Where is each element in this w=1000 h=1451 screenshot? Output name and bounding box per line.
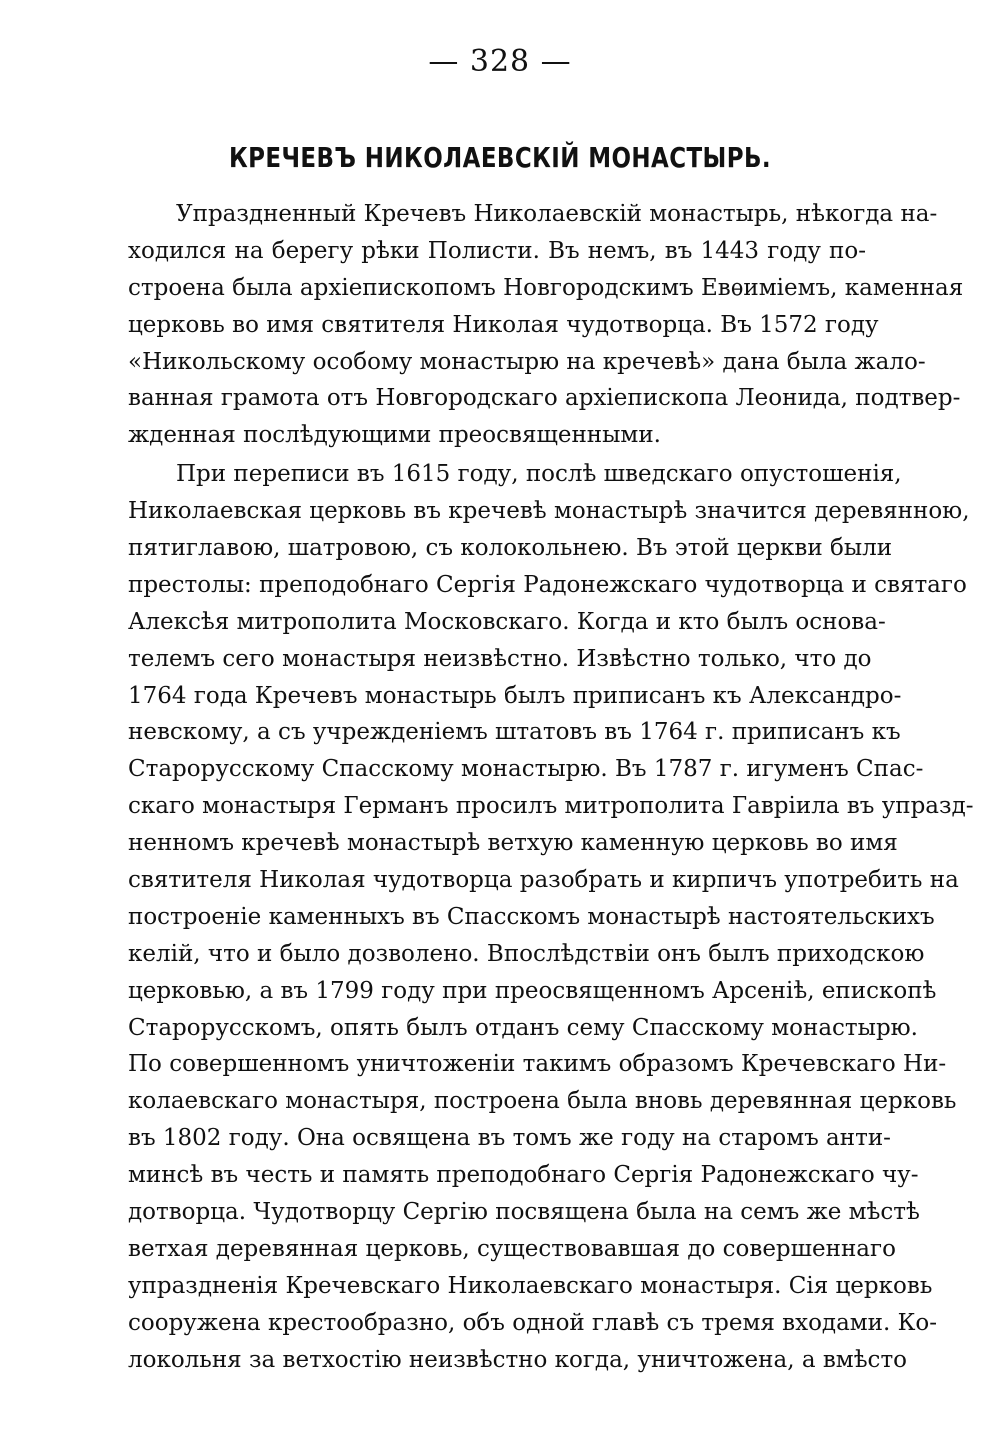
text-line: Старорусскомъ, опять былъ отданъ сему Спасскому монастырю. [128, 1014, 918, 1041]
text-line: дотворца. Чудотворцу Сергію посвящена была на семъ же мѣстѣ [128, 1199, 920, 1226]
text-line: пятиглавою, шатровою, съ колокольнею. Въ этой церкви были [128, 535, 893, 562]
page-number: — 328 — [428, 44, 572, 79]
text-line: Алексѣя митрополита Московскаго. Когда и кто былъ основа- [128, 608, 886, 635]
text-line: ходился на берегу рѣки Полисти. Въ немъ, въ 1443 году по- [128, 237, 866, 264]
text-line: «Никольскому особому монастырю на кречевѣ» дана была жало- [128, 348, 926, 375]
text-line: 1764 года Кречевъ монастырь былъ приписанъ къ Александро- [128, 682, 902, 709]
text-line: По совершенномъ уничтоженіи такимъ образомъ Кречевскаго Ни- [128, 1051, 947, 1078]
text-line: церковью, а въ 1799 году при преосвященномъ Арсеніѣ, епископѣ [128, 977, 937, 1004]
paragraph [128, 456, 974, 1378]
text-line: ветхая деревянная церковь, существовавшая до совершеннаго [128, 1235, 896, 1262]
text-body [128, 196, 974, 1381]
text-line: сооружена крестообразно, объ одной главѣ съ тремя входами. Ко- [128, 1309, 938, 1336]
text-line: келій, что и было дозволено. Впослѣдствіи онъ былъ приходскою [128, 940, 925, 967]
text-line: строена была архіепископомъ Новгородскимъ Евѳиміемъ, каменная [128, 274, 964, 301]
text-line: Старорусскому Спасскому монастырю. Въ 1787 г. игуменъ Спас- [128, 756, 924, 783]
text-line: скаго монастыря Германъ просилъ митрополита Гавріила въ упразд- [128, 793, 974, 820]
text-line: Николаевская церковь въ кречевѣ монастырѣ значится деревянною, [128, 498, 970, 525]
text-line: Упраздненный Кречевъ Николаевскій монастырь, нѣкогда на- [176, 201, 938, 227]
text-line: телемъ сего монастыря неизвѣстно. Извѣстно только, что до [128, 645, 872, 672]
text-line: построеніе каменныхъ въ Спасскомъ монастырѣ настоятельскихъ [128, 903, 935, 930]
paragraph [128, 196, 964, 454]
text-line: въ 1802 году. Она освящена въ томъ же году на старомъ анти- [128, 1125, 891, 1152]
text-line: упраздненія Кречевскаго Николаевскаго монастыря. Сія церковь [128, 1272, 933, 1299]
text-line: колаевскаго монастыря, построена была вновь деревянная церковь [128, 1088, 957, 1115]
text-line: святителя Николая чудотворца разобрать и кирпичъ употребить на [128, 867, 959, 894]
text-line: невскому, а съ учрежденіемъ штатовъ въ 1764 г. приписанъ къ [128, 719, 901, 746]
text-line: ванная грамота отъ Новгородскаго архіепископа Леонида, подтвер- [128, 385, 961, 412]
text-line: жденная послѣдующими преосвященными. [128, 422, 661, 449]
text-line: При переписи въ 1615 году, послѣ шведскаго опустошенія, [176, 461, 902, 488]
chapter-title: КРЕЧЕВЪ НИКОЛАЕВСКІЙ МОНАСТЫРЬ. [228, 141, 772, 174]
text-line: минсѣ въ честь и память преподобнаго Сергія Радонежскаго чу- [128, 1162, 919, 1189]
text-line: локольня за ветхостію неизвѣстно когда, уничтожена, а вмѣсто [128, 1346, 908, 1373]
text-line: ненномъ кречевѣ монастырѣ ветхую каменную церковь во имя [128, 830, 898, 857]
text-line: церковь во имя святителя Николая чудотворца. Въ 1572 году [128, 311, 879, 338]
text-line: престолы: преподобнаго Сергія Радонежскаго чудотворца и святаго [128, 571, 967, 598]
